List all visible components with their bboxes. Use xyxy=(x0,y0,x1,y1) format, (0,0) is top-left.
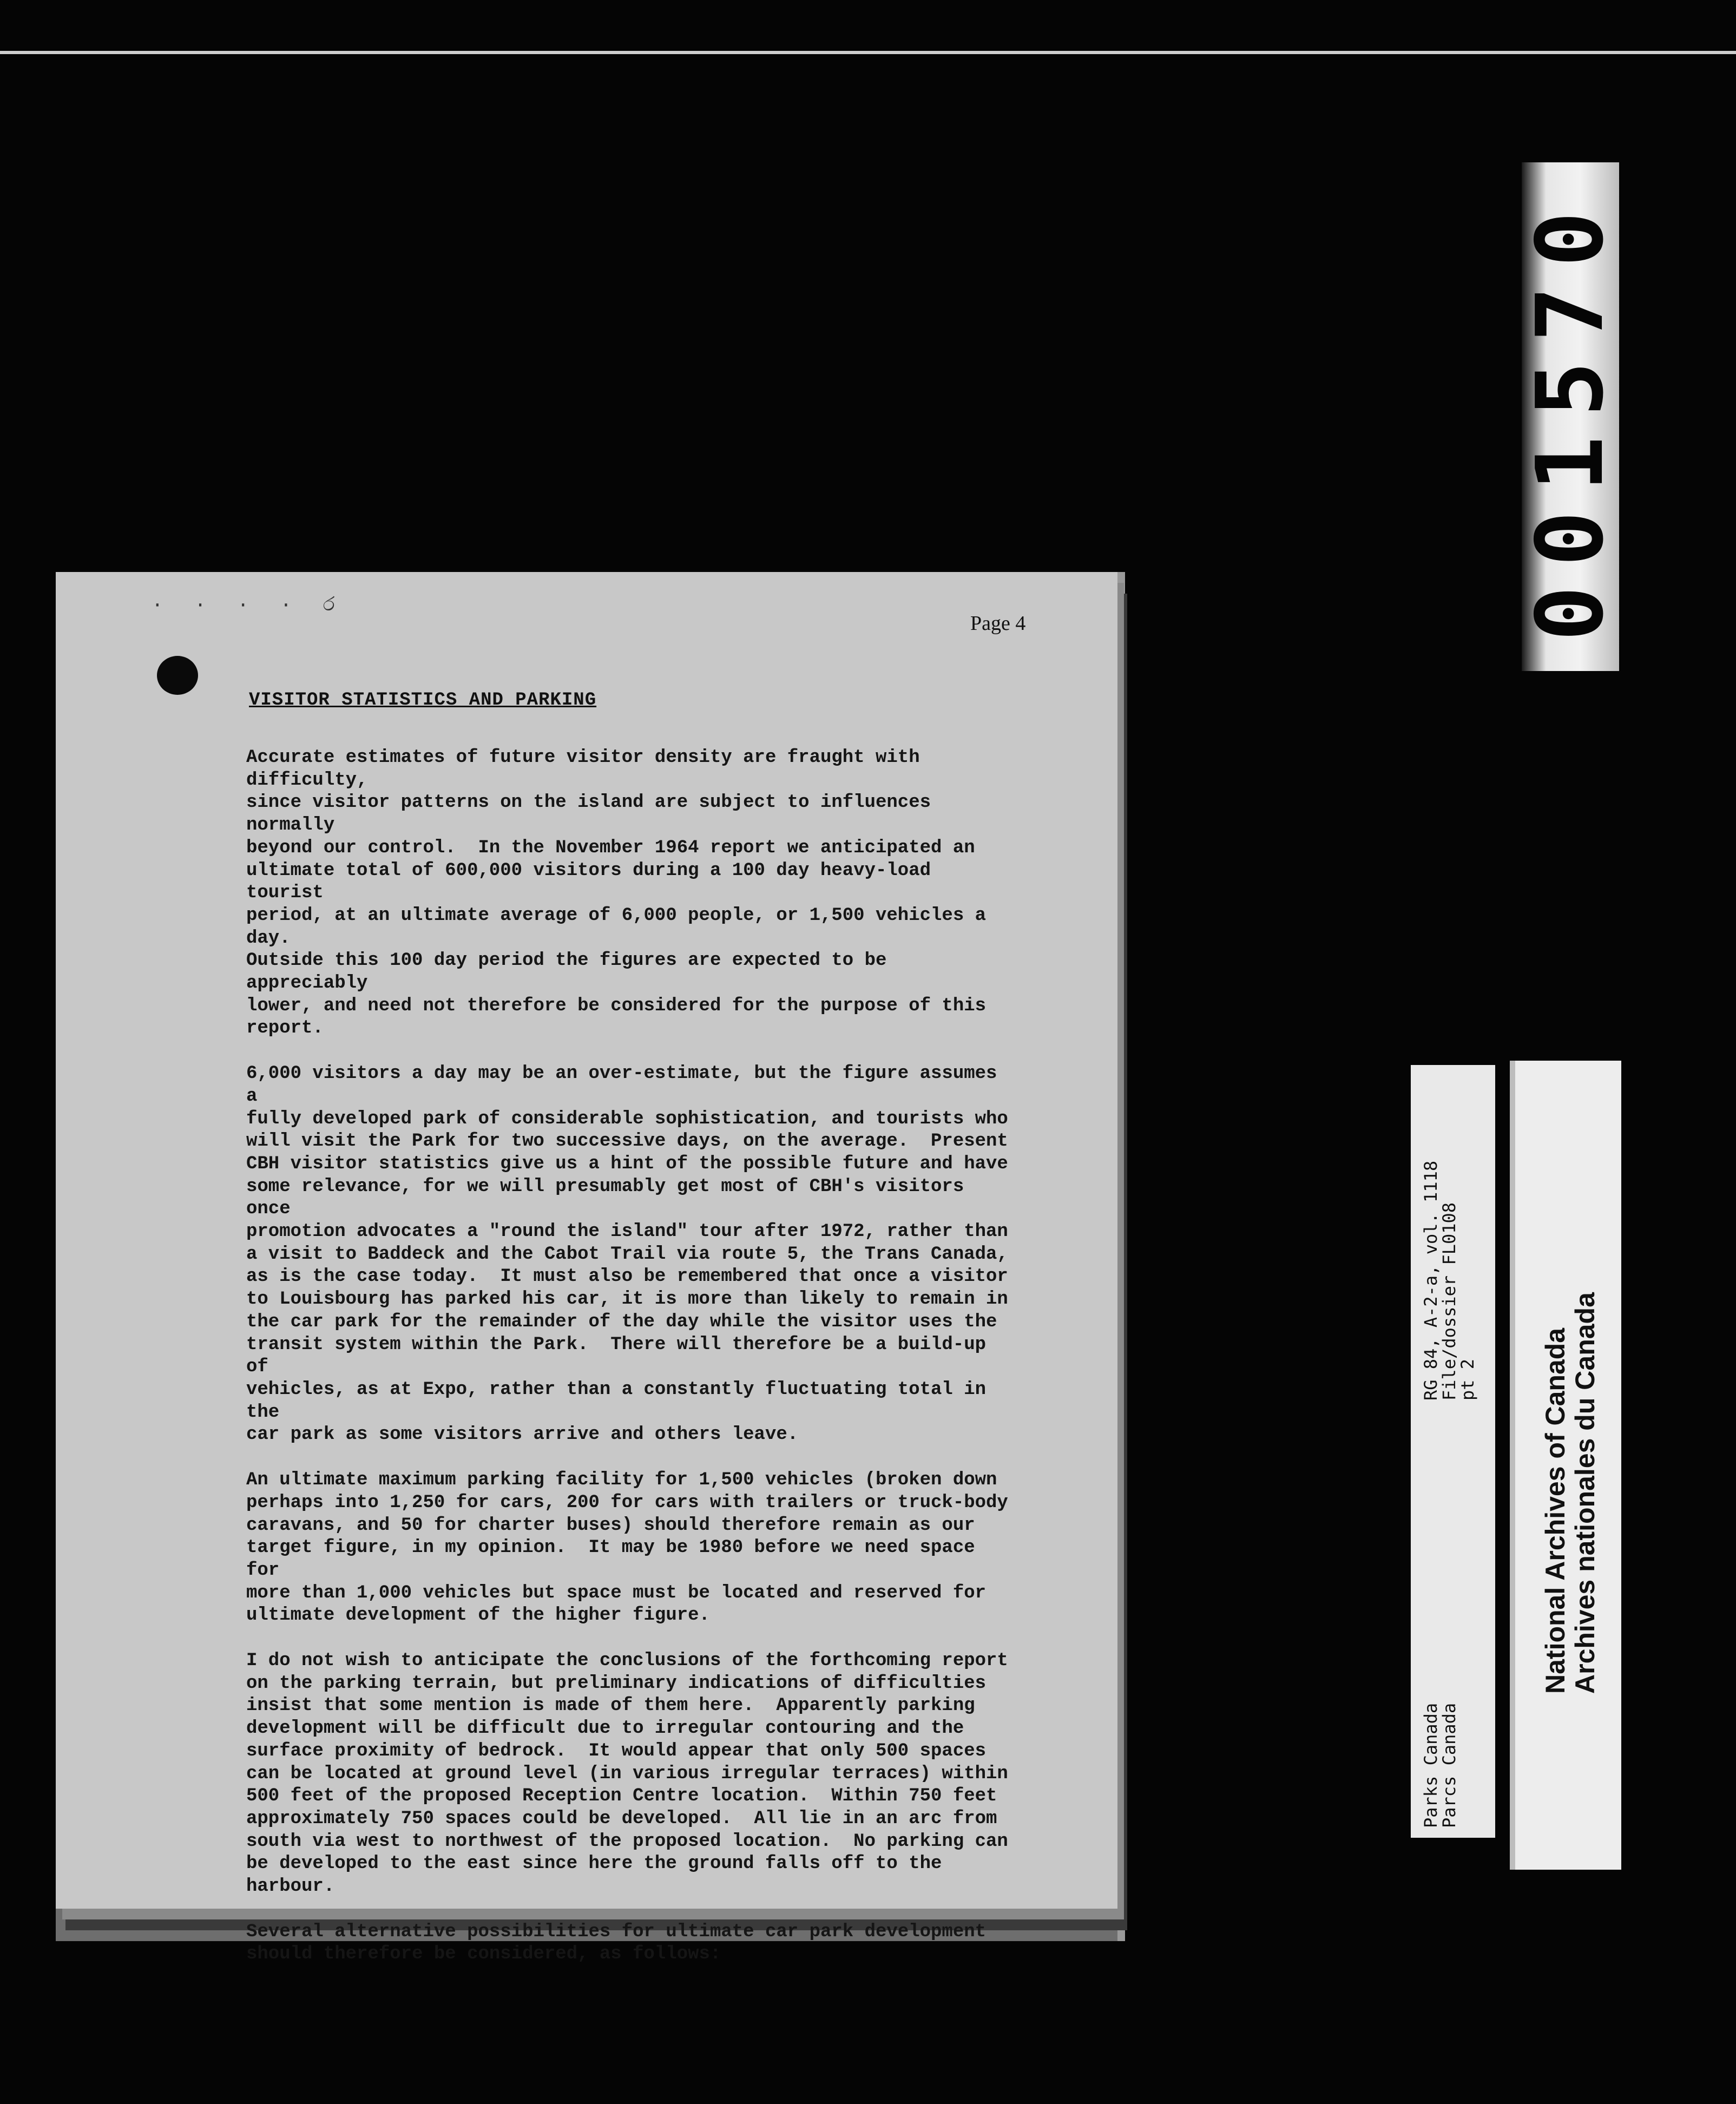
archives-name-en: National Archives of Canada xyxy=(1540,1327,1570,1694)
page-side-edge xyxy=(1117,572,1125,1941)
paragraph-alternatives: Several alternative possibilities for ultimate car park development should therefore be considered, as follows: xyxy=(246,1921,987,1965)
paragraph-parking-terrain: I do not wish to anticipate the conclusions of the forthcoming report on the parking terrain, but preliminary indications of difficulties insist that some mention is made of them here. Apparently parking development will be difficult due to irregular contouring and the surface proximity of bedrock. It would appear that only 500 spaces can be located at ground level (in various irregular terraces) within 500 feet of the proposed Reception Centre location. Within 750 feet approximately 750 spaces could be developed. All lie in an arc from south via west to northwest of the proposed location. No parking can be developed to the east since here the ground falls off to the harbour. xyxy=(246,1651,1008,1897)
reference-line-2: File/dossier FL0108 xyxy=(1439,1202,1459,1401)
reel-number-frame xyxy=(1517,162,1624,671)
page-marks: · · · · ර xyxy=(152,594,345,616)
paragraph-over-estimate: 6,000 visitors a day may be an over-estimate, but the figure assumes a fully developed park of considerable sophistication, and tourists who will visit the Park for two successive days, on the average. Present CBH visitor statistics give us a hint of the possible future and have some relevance, for we will presumably get most of CBH's visitors once promotion advocates a "round the island" tour after 1972, rather than a visit to Baddeck and the Cabot Trail via route 5, the Trans Canada, as is the case today. It must also be remembered that once a visitor to Louisbourg has parked his car, it is more than likely to remain in the car park for the remainder of the day while the visitor uses the transit system within the Park. There will therefore be a build-up of vehicles, as at Expo, rather than a constantly fluctuating total in the car park as some visitors arrive and others leave. xyxy=(246,1063,1008,1445)
archives-name-fr: Archives nationales du Canada xyxy=(1570,1292,1600,1694)
page-number: Page 4 xyxy=(970,612,1026,635)
archives-label xyxy=(1510,1061,1621,1870)
reference-line-3: pt 2 xyxy=(1457,1358,1478,1401)
punch-hole xyxy=(157,656,198,695)
film-border xyxy=(0,51,1736,54)
agency-line-1: Parks Canada xyxy=(1421,1702,1441,1828)
section-heading: VISITOR STATISTICS AND PARKING xyxy=(249,690,597,711)
reel-number: 001570 xyxy=(1517,192,1624,642)
paragraph-parking-facility: An ultimate maximum parking facility for 1,500 vehicles (broken down perhaps into 1,250 for cars, 200 for cars with trailers or truck-body caravans, and 50 for charter buses) should therefore remain as our target figure, in my opinion. It may be 1980 before we need space for more than 1,000 vehicles but space must be located and reserved for ultimate development of the higher figure. xyxy=(246,1470,1008,1626)
paragraph-visitor-estimates: Accurate estimates of future visitor density are fraught with difficulty, since visitor patterns on the island are subject to influences normally beyond our control. In the November 1964 report we anticipated an ultimate total of 600,000 visitors during a 100 day heavy-load tourist period, at an ultimate average of 6,000 people, or 1,500 vehicles a day. Outside this 100 day period the figures are expected to be appreciably lower, and need not therefore be considered for the purpose of this report. xyxy=(246,747,987,1039)
agency-line-2: Parcs Canada xyxy=(1439,1702,1459,1828)
reference-line-1: RG 84, A-2-a, vol. 1118 xyxy=(1421,1160,1441,1401)
document-body xyxy=(246,747,1015,1966)
reference-label xyxy=(1411,1065,1495,1838)
